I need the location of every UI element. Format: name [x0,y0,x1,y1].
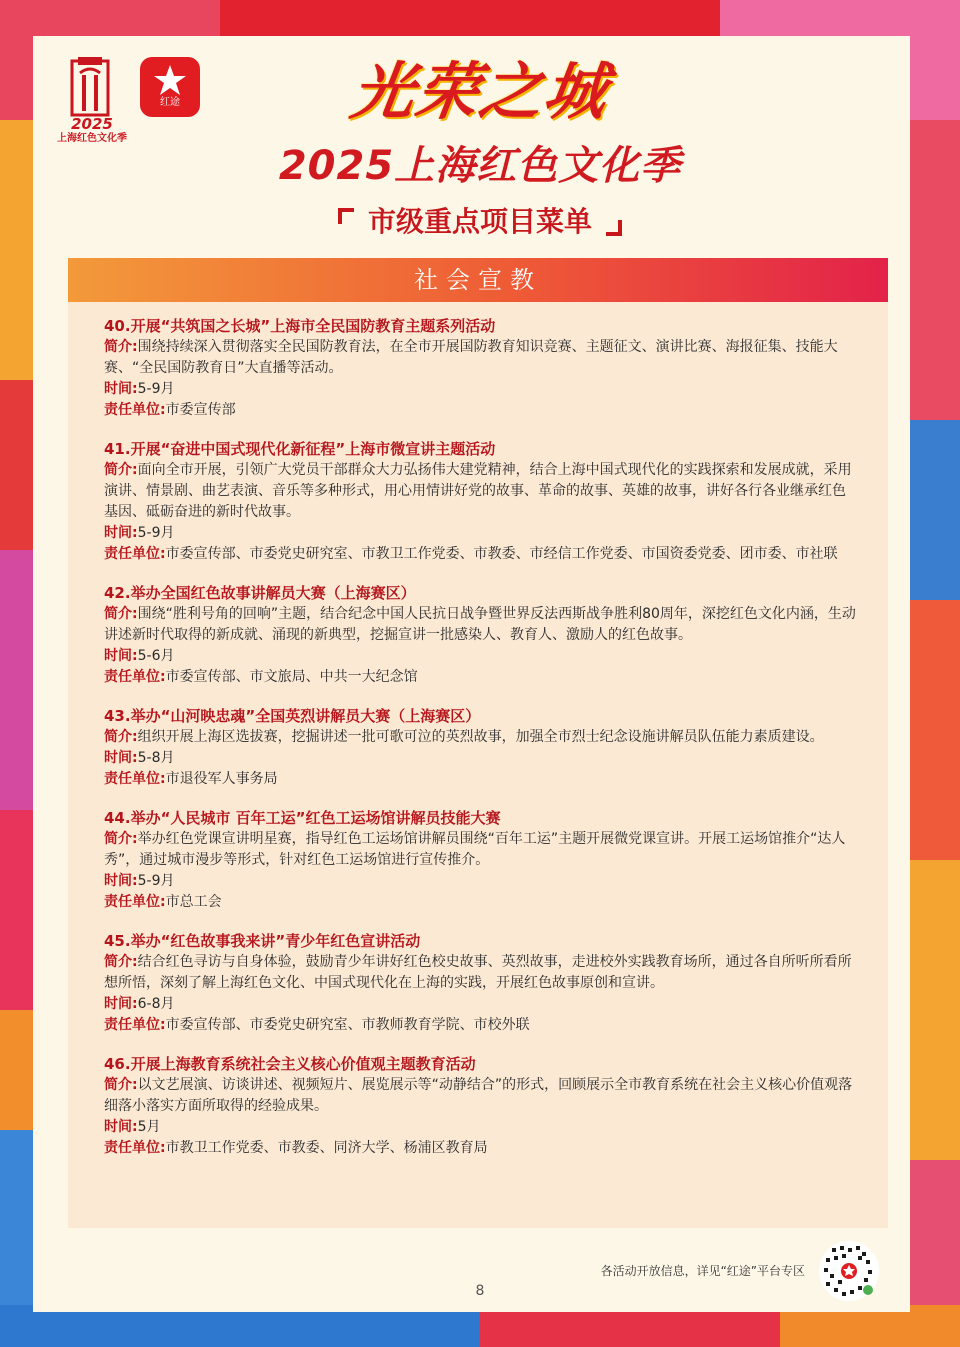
time-label: 时间: [104,648,138,664]
intro-label: 简介: [104,339,138,355]
unit-label: 责任单位: [104,669,166,685]
item-intro [104,604,856,646]
item-intro [104,952,856,994]
intro-text: 举办红色党课宣讲明星赛，指导红色工运场馆讲解员围绕“百年工运”主题开展微党课宣讲。开展工运场馆推介“达人秀”，通过城市漫步等形式，针对红色工运场馆进行宣传推介。 [104,831,846,868]
unit-label: 责任单位: [104,771,166,787]
unit-label: 责任单位: [104,402,166,418]
item-intro [104,1075,856,1117]
unit-text: 市教卫工作党委、市教委、同济大学、杨浦区教育局 [165,1140,488,1156]
intro-text: 以文艺展演、访谈讲述、视频短片、展览展示等“动静结合”的形式，回顾展示全市教育系统在社会主义核心价值观落细落小落实方面所取得的经验成果。 [104,1077,853,1114]
intro-label: 简介: [104,462,138,478]
unit-text: 市委宣传部、市委党史研究室、市教卫工作党委、市教委、市经信工作党委、市国资委党委、团市委、市社联 [165,546,838,562]
item-title: 40.开展“共筑国之长城”上海市全民国防教育主题系列活动 [104,317,496,335]
intro-label: 简介: [104,954,138,970]
item-time [104,379,856,400]
menu-content [68,258,888,1228]
item-time [104,994,856,1015]
calligraphy-title: 光荣之城 [346,55,614,128]
item-unit [104,1138,856,1159]
intro-label: 简介: [104,729,138,745]
star-icon [152,63,188,97]
bracket-right-icon [606,220,622,236]
item-time [104,871,856,892]
list-item [104,316,856,421]
time-label: 时间: [104,525,138,541]
page-number: 8 [475,1283,485,1299]
unit-label: 责任单位: [104,546,166,562]
item-intro [104,460,856,523]
item-title: 42.举办全国红色故事讲解员大赛（上海赛区） [104,584,416,602]
item-title: 43.举办“山河映忠魂”全国英烈讲解员大赛（上海赛区） [104,707,481,725]
item-intro [104,337,856,379]
time-label: 时间: [104,1119,138,1135]
time-text: 5-8月 [137,750,175,766]
time-label: 时间: [104,381,138,397]
section-title: 社会宣教 [414,266,542,294]
list-item [104,808,856,913]
list-item [104,706,856,790]
item-intro [104,727,856,748]
hongtu-app-icon [140,57,200,117]
item-unit [104,667,856,688]
bracket-left-icon [338,208,354,224]
unit-text: 市委宣传部、市文旅局、中共一大纪念馆 [165,669,418,685]
unit-text: 市委宣传部 [165,402,236,418]
item-list [104,316,856,1177]
qr-code-icon[interactable] [818,1240,880,1302]
unit-label: 责任单位: [104,894,166,910]
subtitle-text: 市级重点项目菜单 [367,205,592,238]
time-text: 5-9月 [137,525,175,541]
unit-text: 市委宣传部、市委党史研究室、市教师教育学院、市校外联 [165,1017,530,1033]
item-unit [104,769,856,790]
item-title: 41.开展“奋进中国式现代化新征程”上海市微宣讲主题活动 [104,440,496,458]
seal-gate-icon [70,55,110,117]
section-header [68,258,888,302]
intro-text: 组织开展上海区选拔赛，挖掘讲述一批可歌可泣的英烈故事，加强全市烈士纪念设施讲解员队伍能力素质建设。 [137,729,824,745]
item-title: 44.举办“人民城市 百年工运”红色工运场馆讲解员技能大赛 [104,809,501,827]
time-text: 5-9月 [137,381,175,397]
time-label: 时间: [104,996,138,1012]
intro-text: 结合红色寻访与自身体验，鼓励青少年讲好红色校史故事、英烈故事，走进校外实践教育场所，通过各自所听所看所想所悟，深刻了解上海红色文化、中国式现代化在上海的实践，开展红色故事原创和宣讲。 [104,954,852,991]
list-item [104,439,856,565]
app-name: 红途 [160,97,180,108]
item-time [104,748,856,769]
time-label: 时间: [104,873,138,889]
list-item [104,583,856,688]
page-title: 2025上海红色文化季 [278,143,682,189]
item-unit [104,544,856,565]
item-unit [104,892,856,913]
unit-label: 责任单位: [104,1140,166,1156]
unit-text: 市退役军人事务局 [165,771,278,787]
list-item [104,1054,856,1159]
intro-label: 简介: [104,606,138,622]
time-text: 6-8月 [137,996,175,1012]
intro-text: 面向全市开展，引领广大党员干部群众大力弘扬伟大建党精神，结合上海中国式现代化的实践探索和发展成就，采用演讲、情景剧、曲艺表演、音乐等多种形式，用心用情讲好党的故事、革命的故事、英雄的故事，讲好各行各业继承红色基因、砥砺奋进的新时代故事。 [104,462,852,520]
time-text: 5-9月 [137,873,175,889]
seal-year: 2025 [71,115,113,133]
culture-season-logo [48,55,136,145]
footer-note: 各活动开放信息，详见“红途”平台专区 [600,1264,805,1278]
item-unit [104,1015,856,1036]
item-time [104,646,856,667]
page-subtitle [330,200,630,244]
time-text: 5-6月 [137,648,175,664]
intro-label: 简介: [104,831,138,847]
item-title: 46.开展上海教育系统社会主义核心价值观主题教育活动 [104,1055,476,1073]
list-item [104,931,856,1036]
intro-text: 围绕持续深入贯彻落实全民国防教育法，在全市开展国防教育知识竞赛、主题征文、演讲比赛、海报征集、技能大赛、“全民国防教育日”大直播等活动。 [104,339,838,376]
seal-name: 上海红色文化季 [57,133,127,144]
time-label: 时间: [104,750,138,766]
unit-label: 责任单位: [104,1017,166,1033]
item-intro [104,829,856,871]
item-time [104,1117,856,1138]
item-time [104,523,856,544]
unit-text: 市总工会 [165,894,222,910]
intro-label: 简介: [104,1077,138,1093]
item-title: 45.举办“红色故事我来讲”青少年红色宣讲活动 [104,932,421,950]
item-unit [104,400,856,421]
time-text: 5月 [137,1119,161,1135]
intro-text: 围绕“胜利号角的回响”主题，结合纪念中国人民抗日战争暨世界反法西斯战争胜利80周年，深挖红色文化内涵，生动讲述新时代取得的新成就、涌现的新典型，挖掘宣讲一批感染人、教育人、激励人的红色故事。 [104,606,856,643]
